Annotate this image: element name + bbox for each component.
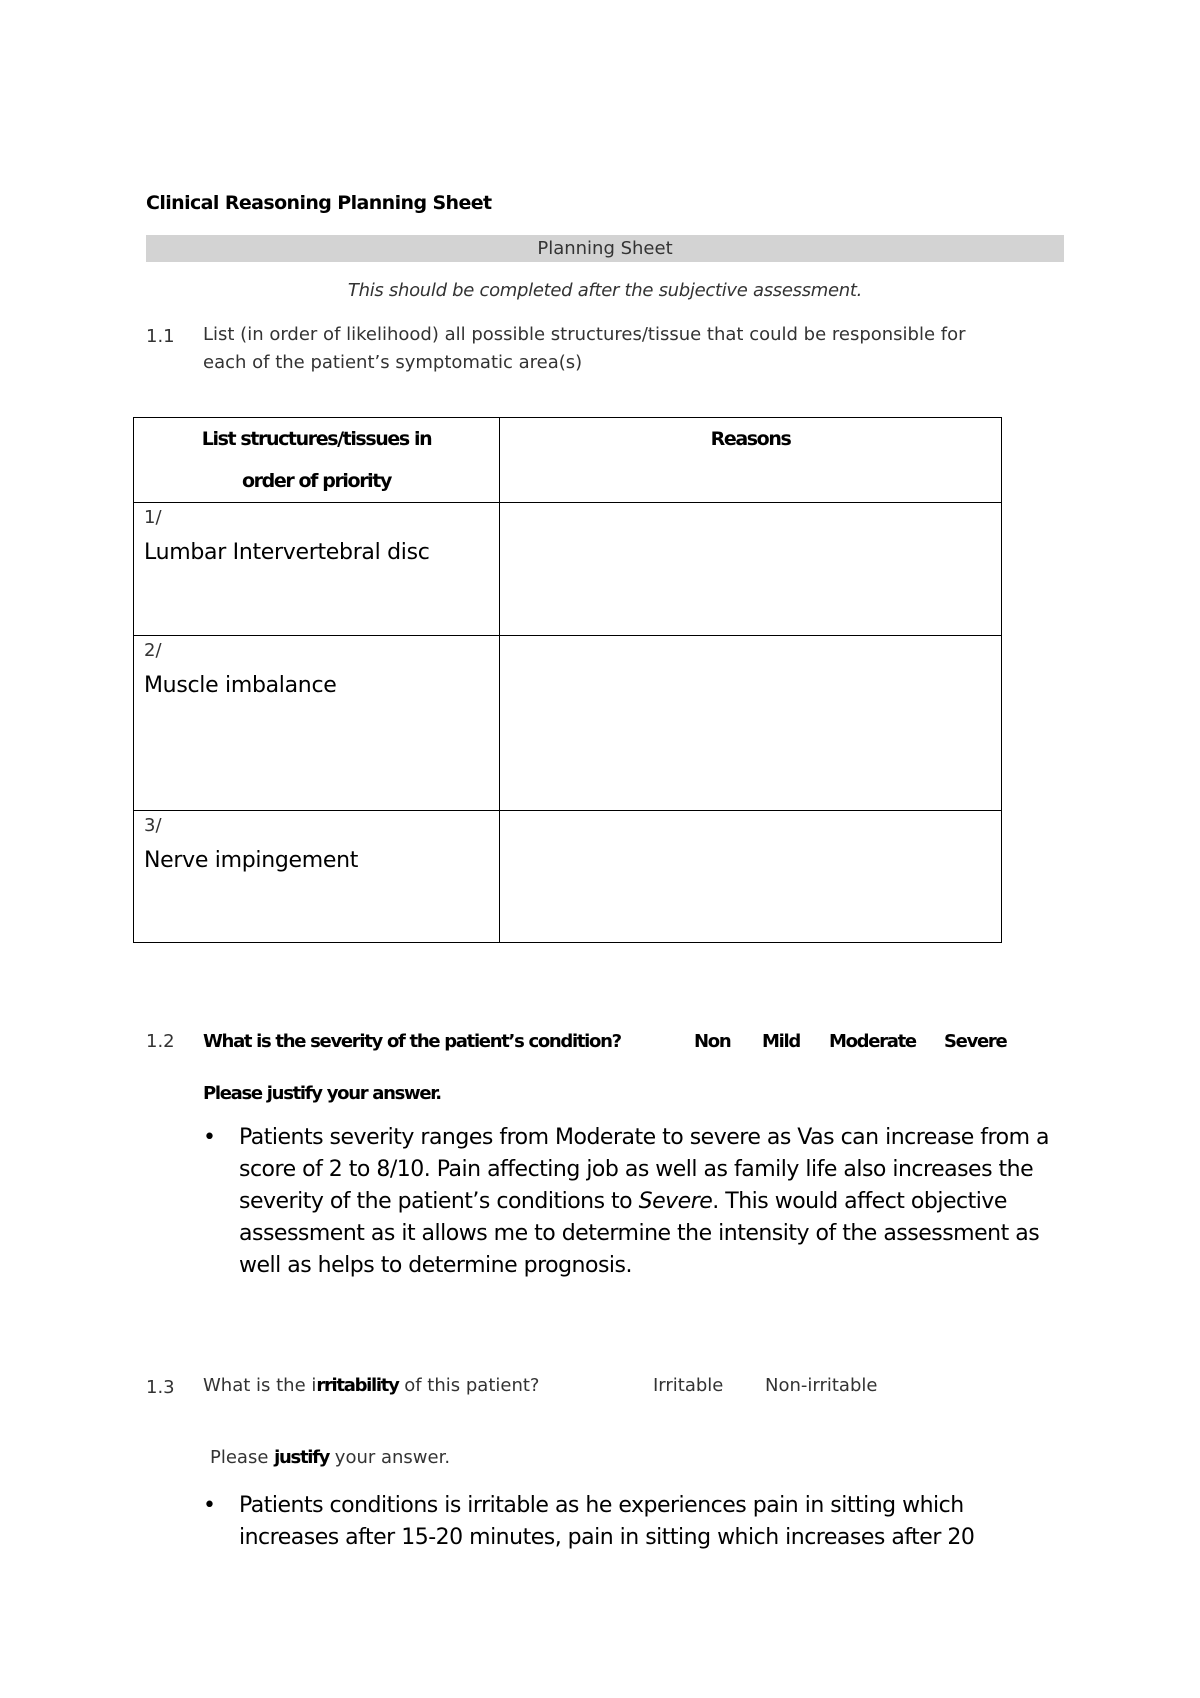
table-header-row — [134, 418, 1002, 503]
table-row — [134, 636, 1002, 811]
question-1-3-pre: What is the i — [203, 1375, 317, 1396]
question-1-3-bold: rritability — [316, 1375, 399, 1396]
section-banner: Planning Sheet — [146, 235, 1064, 262]
table-row — [134, 811, 1002, 943]
severity-option-moderate[interactable]: Moderate — [829, 1031, 916, 1052]
question-1-2-answer — [203, 1122, 1083, 1282]
question-1-3-justify — [210, 1444, 450, 1472]
list-item — [203, 1490, 1103, 1554]
answer-line-2: increases after 15-20 minutes, pain in sitting which increases after 20 — [239, 1525, 975, 1550]
answer-text-pre: Patients severity ranges from Moderate to severe as Vas can increase from a score of 2 to 8/10. Pain affecting job as well as family life also increases the severity of the patient’s conditions to — [239, 1125, 1049, 1214]
reason-cell[interactable] — [500, 636, 1002, 811]
question-1-3-answer — [203, 1490, 1103, 1554]
question-1-2-justify: Please justify your answer. — [203, 1083, 441, 1104]
justify-pre: Please — [210, 1447, 275, 1468]
reason-cell[interactable] — [500, 503, 1002, 636]
list-item — [203, 1122, 1083, 1282]
question-1-3-text — [203, 1372, 539, 1400]
header-structures-line-2: order of priority — [242, 470, 391, 492]
structure-value: Lumbar Intervertebral disc — [144, 540, 430, 565]
irritability-option-irritable[interactable]: Irritable — [653, 1375, 724, 1396]
structure-cell[interactable] — [134, 811, 500, 943]
structure-cell[interactable] — [134, 636, 500, 811]
answer-line-1: • Patients conditions is irritable as he experiences pain in sitting which — [239, 1493, 964, 1518]
question-1-1-line-1: List (in order of likelihood) all possible structures/tissue that could be responsible for — [203, 324, 966, 345]
severity-option-mild[interactable]: Mild — [762, 1031, 800, 1052]
row-number: 1/ — [144, 507, 162, 528]
instruction-note: This should be completed after the subjective assessment. — [347, 280, 863, 301]
question-number-1-3: 1.3 — [146, 1377, 175, 1398]
severity-option-non[interactable]: Non — [694, 1031, 731, 1052]
question-1-1-text — [203, 321, 1083, 377]
answer-list — [203, 1490, 1103, 1554]
row-number: 2/ — [144, 640, 162, 661]
structure-cell[interactable] — [134, 503, 500, 636]
structures-table — [133, 417, 1002, 943]
answer-list — [203, 1122, 1083, 1282]
question-1-2-text: What is the severity of the patient’s condition? — [203, 1031, 621, 1052]
page-title: Clinical Reasoning Planning Sheet — [146, 192, 492, 214]
question-1-3-post: of this patient? — [398, 1375, 540, 1396]
header-structures-line-1: List structures/tissues in — [201, 428, 432, 450]
question-number-1-1: 1.1 — [146, 326, 175, 347]
table-row — [134, 503, 1002, 636]
reason-cell[interactable] — [500, 811, 1002, 943]
answer-text-post: . This would affect objective assessment as it allows me to determine the intensity of the assessment as well as helps to determine prognosis. — [239, 1189, 1040, 1278]
answer-text-emphasis: Severe — [638, 1189, 713, 1214]
header-reasons — [500, 418, 1002, 503]
question-1-1-line-2: each of the patient’s symptomatic area(s) — [203, 352, 583, 373]
header-structures — [134, 418, 500, 503]
question-number-1-2: 1.2 — [146, 1031, 175, 1052]
structure-value: Nerve impingement — [144, 848, 359, 873]
justify-bold: justify — [274, 1447, 330, 1468]
irritability-option-non-irritable[interactable]: Non-irritable — [765, 1375, 878, 1396]
severity-option-severe[interactable]: Severe — [944, 1031, 1007, 1052]
header-reasons-label: Reasons — [710, 428, 791, 450]
row-number: 3/ — [144, 815, 162, 836]
structure-value: Muscle imbalance — [144, 673, 337, 698]
justify-post: your answer. — [329, 1447, 451, 1468]
